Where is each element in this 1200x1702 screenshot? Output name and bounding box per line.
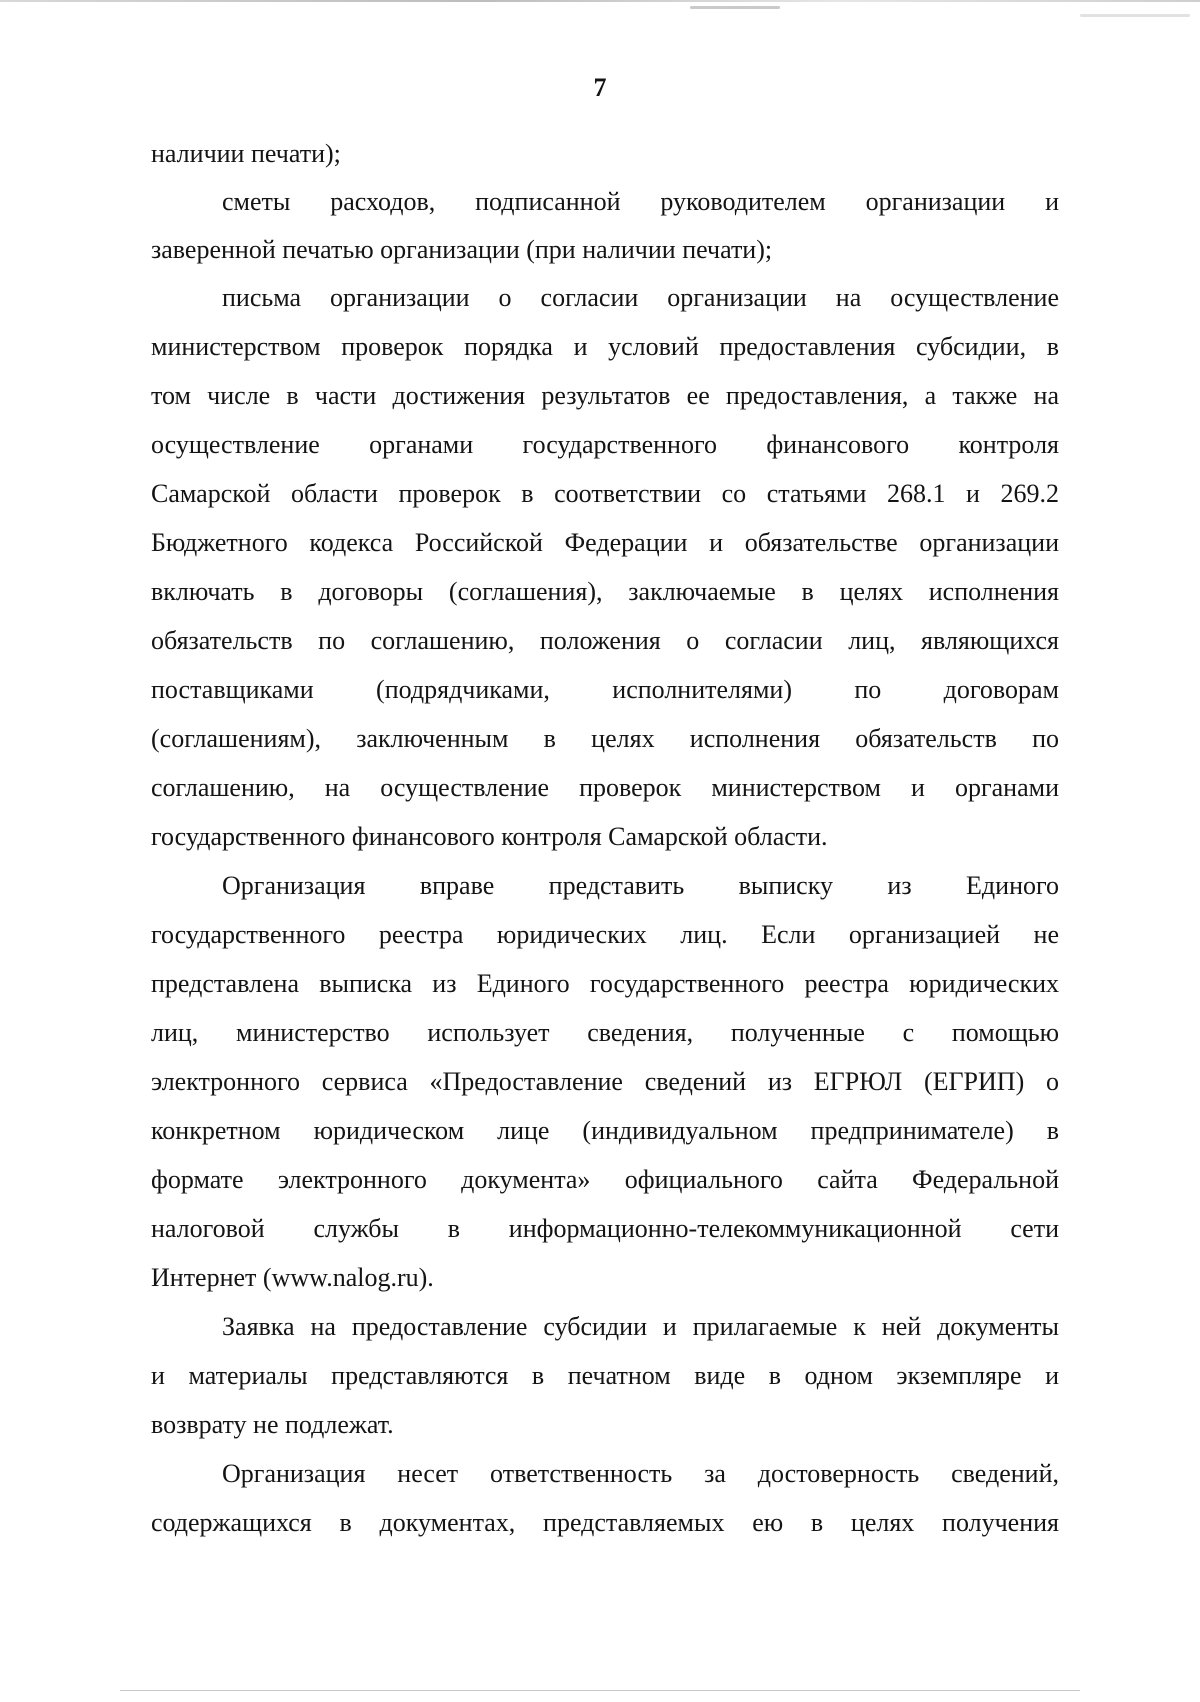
text-line: конкретном юридическом лице (индивидуальном предпринимателе) в	[151, 1116, 1059, 1145]
scan-smudge	[1080, 14, 1190, 17]
text-line: представлена выписка из Единого государственного реестра юридических	[151, 969, 1059, 998]
scan-smudge	[690, 6, 780, 9]
text-line: Заявка на предоставление субсидии и прилагаемые к ней документы	[222, 1312, 1059, 1341]
text-line: включать в договоры (соглашения), заключаемые в целях исполнения	[151, 577, 1059, 606]
text-line: Бюджетного кодекса Российской Федерации и обязательстве организации	[151, 528, 1059, 557]
text-line: сметы расходов, подписанной руководителем организации и	[222, 187, 1059, 216]
scan-edge-bottom	[120, 1690, 1080, 1691]
text-line: поставщиками (подрядчиками, исполнителями) по договорам	[151, 675, 1059, 704]
text-line: содержащихся в документах, представляемых ею в целях получения	[151, 1508, 1059, 1537]
text-line: том числе в части достижения результатов ее предоставления, а также на	[151, 381, 1059, 410]
text-line: министерством проверок порядка и условий предоставления субсидии, в	[151, 332, 1059, 361]
text-line: обязательств по соглашению, положения о согласии лиц, являющихся	[151, 626, 1059, 655]
text-line: лиц, министерство использует сведения, полученные с помощью	[151, 1018, 1059, 1047]
scan-edge-top	[0, 0, 1200, 2]
text-line: осуществление органами государственного финансового контроля	[151, 430, 1059, 459]
text-line: Организация вправе представить выписку из Единого	[222, 871, 1059, 900]
page-number: 7	[593, 73, 607, 102]
text-line: письма организации о согласии организации на осуществление	[222, 283, 1059, 312]
text-line: соглашению, на осуществление проверок министерством и органами	[151, 773, 1059, 802]
text-line: и материалы представляются в печатном виде в одном экземпляре и	[151, 1361, 1059, 1390]
text-line: формате электронного документа» официального сайта Федеральной	[151, 1165, 1059, 1194]
text-line: электронного сервиса «Предоставление сведений из ЕГРЮЛ (ЕГРИП) о	[151, 1067, 1059, 1096]
text-line: государственного реестра юридических лиц. Если организацией не	[151, 920, 1059, 949]
text-line: Самарской области проверок в соответствии со статьями 268.1 и 269.2	[151, 479, 1059, 508]
text-line: заверенной печатью организации (при наличии печати);	[151, 235, 773, 264]
text-line: государственного финансового контроля Самарской области.	[151, 822, 828, 851]
text-line: наличии печати);	[151, 139, 341, 168]
text-line: Организация несет ответственность за достоверность сведений,	[222, 1459, 1059, 1488]
text-line: налоговой службы в информационно-телекоммуникационной сети	[151, 1214, 1059, 1243]
text-line: возврату не подлежат.	[151, 1410, 394, 1439]
text-line: Интернет (www.nalog.ru).	[151, 1263, 434, 1292]
text-line: (соглашениям), заключенным в целях исполнения обязательств по	[151, 724, 1059, 753]
